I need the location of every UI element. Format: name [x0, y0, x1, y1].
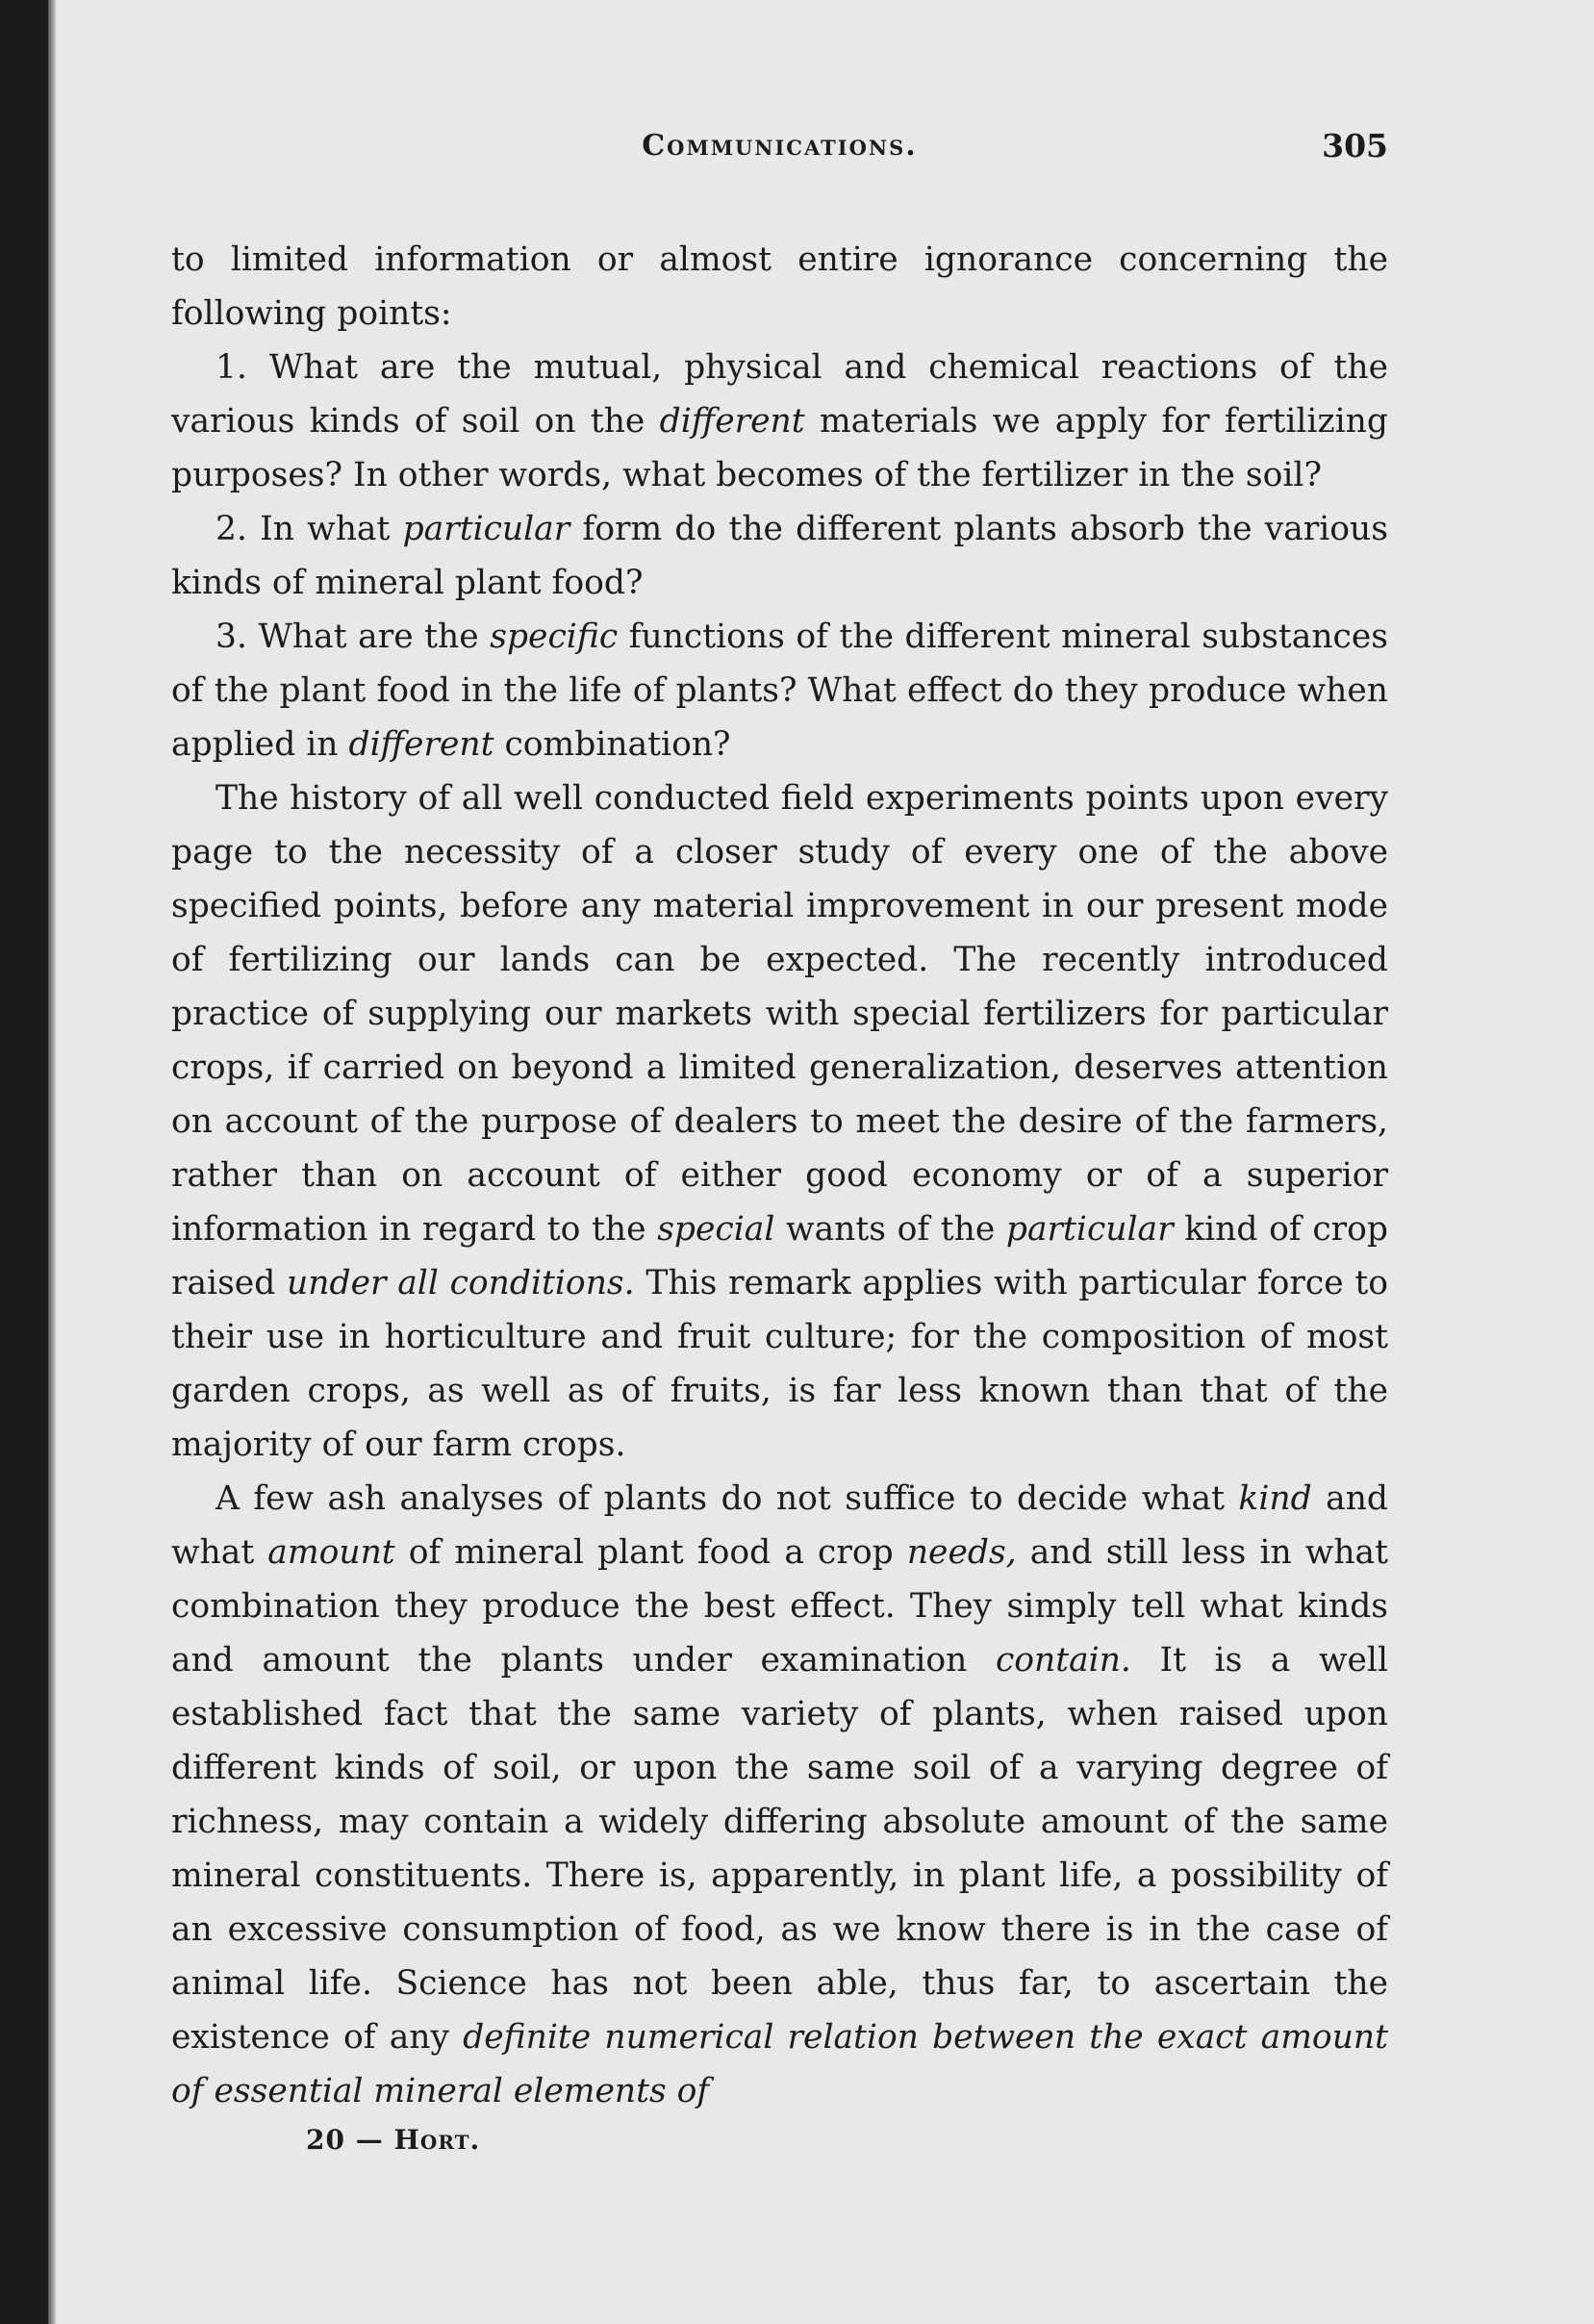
italic-run: different	[659, 402, 805, 441]
signature-number: 20 —	[306, 2124, 394, 2156]
paragraph-0	[171, 233, 1388, 341]
text-run: functions of the different mineral substances of the plant food in the life of plants? What effect do they produce when applied in	[171, 618, 1388, 764]
text-run: 1. What are the mutual, physical and chemical reactions of the various kinds of soil on the	[171, 348, 1388, 441]
signature-mark	[306, 2124, 1388, 2156]
italic-run: under all conditions.	[287, 1264, 635, 1302]
italic-run: kind	[1238, 1479, 1312, 1518]
text-run: of mineral plant food a crop	[394, 1533, 907, 1572]
paragraph-history	[171, 771, 1388, 1472]
italic-run: different	[348, 725, 494, 764]
body-text	[171, 233, 1388, 2118]
paragraph-question-3	[171, 610, 1388, 771]
text-run: It is a well established fact that the same variety of plants, when raised upon different kinds of soil, or upon the same soil of a varying degree of richness, may contain a widely differing absolute amount of the same mineral constituents. There is, apparently, in plant life, a possibility of an excessive consumption of food, as we know there is in the case of animal life. Science has not been able, thus far, to ascertain the existence of any	[171, 1641, 1388, 2057]
italic-run: special	[657, 1210, 775, 1249]
header-title: Communications.	[642, 129, 918, 163]
italic-run: amount	[267, 1533, 395, 1572]
italic-run: particular	[402, 510, 570, 548]
text-run: 3. What are the	[215, 618, 491, 656]
text-run: This remark applies with particular force to their use in horticulture and fruit culture; for the composition of most garden crops, as well as of fruits, is far less known than that of the majority of our farm crops.	[171, 1264, 1388, 1464]
paragraph-ash-analyses	[171, 1472, 1388, 2118]
paragraph-0-text: to limited information or almost entire ignorance concerning the following points:	[171, 240, 1388, 333]
italic-run: specific	[490, 618, 619, 656]
page-content	[171, 125, 1388, 2156]
italic-run: needs,	[906, 1533, 1017, 1572]
spine-gradient	[48, 0, 56, 2324]
text-run: and still less in what combination they produce the best effect. They simply tell what kinds and amount the plants under examination	[171, 1533, 1388, 1680]
signature-label: Hort.	[393, 2124, 481, 2156]
text-run: wants of the	[774, 1210, 1006, 1249]
text-run: and what	[171, 1479, 1389, 1572]
text-run: 2. In what	[215, 510, 403, 548]
italic-run: definite numerical relation between the exact amount of essential mineral elements of	[171, 2018, 1389, 2110]
paragraph-question-2	[171, 502, 1388, 610]
text-run: form do the different plants absorb the various kinds of mineral plant food?	[171, 510, 1388, 602]
italic-run: contain.	[995, 1641, 1131, 1680]
text-run: kind of crop raised	[171, 1210, 1388, 1302]
text-run: materials we apply for fertilizing purposes? In other words, what becomes of the fertilizer in the soil?	[171, 402, 1388, 494]
page-number: 305	[1322, 127, 1388, 164]
running-header	[171, 125, 1388, 179]
text-run: combination?	[493, 725, 731, 764]
book-spine-shadow	[0, 0, 48, 2324]
text-run: The history of all well conducted field experiments points upon every page to the necessity of a closer study of every one of the above specified points, before any material improvement in our present mode of fertilizing our lands can be expected. The recently introduced practice of supplying our markets with special fertilizers for particular crops, if carried on beyond a limited generalization, deserves attention on account of the purpose of dealers to meet the desire of the farmers, rather than on account of either good economy or of a superior information in regard to the	[171, 779, 1388, 1249]
italic-run: particular	[1005, 1210, 1174, 1249]
paragraph-question-1	[171, 341, 1388, 502]
text-run: A few ash analyses of plants do not suffice to decide what	[215, 1479, 1239, 1518]
